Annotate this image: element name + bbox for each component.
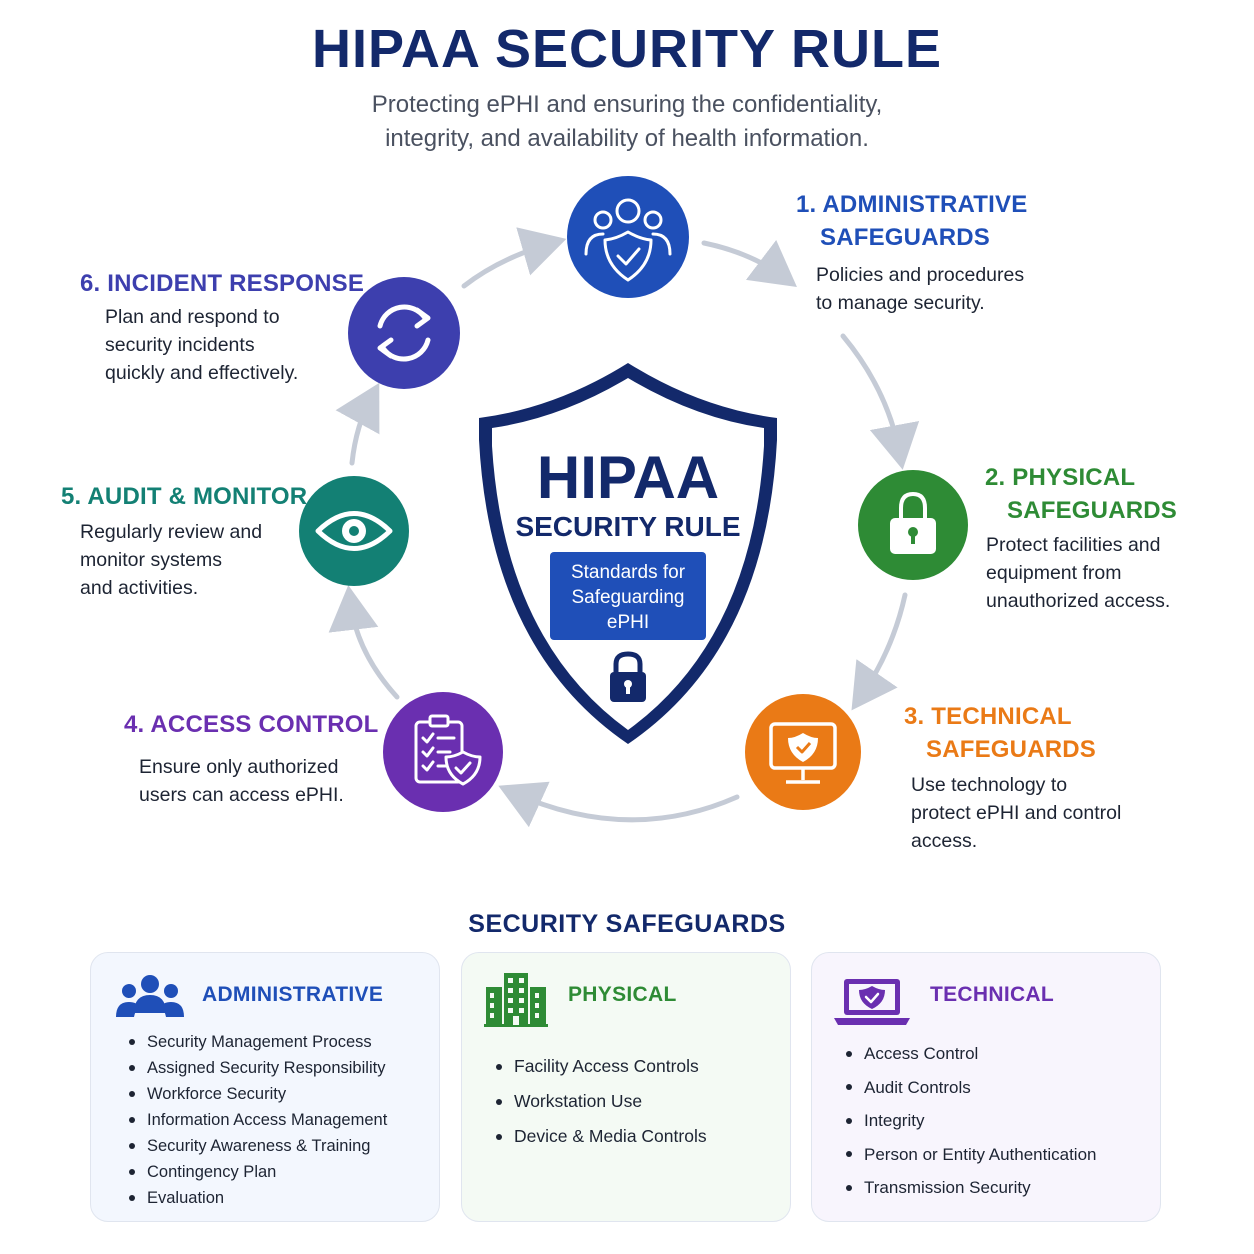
list-item: Device & Media Controls [496, 1119, 707, 1154]
node-desc-administrative [816, 261, 1024, 317]
list-item: Security Awareness & Training [129, 1133, 387, 1159]
node-title-access-control [124, 708, 379, 741]
list-item: Assigned Security Responsibility [129, 1055, 387, 1081]
node-title-line: 1. ADMINISTRATIVE [796, 191, 1028, 218]
node-title-line: SAFEGUARDS [926, 736, 1097, 763]
section-title: SECURITY SAFEGUARDS [468, 910, 786, 938]
node-title-line: 6. INCIDENT RESPONSE [80, 270, 365, 297]
list-item: Security Management Process [129, 1029, 387, 1055]
node-desc-access-control [139, 753, 344, 809]
list-item: Information Access Management [129, 1107, 387, 1133]
node-desc-physical [986, 531, 1170, 615]
node-access-control [383, 692, 503, 812]
cycle-arrow [512, 792, 737, 820]
card-item-list [846, 1037, 1096, 1205]
users-group-icon [115, 973, 185, 1023]
list-item: Workforce Security [129, 1081, 387, 1107]
cycle-arrow [843, 336, 900, 455]
node-desc-line: and activities. [80, 577, 199, 599]
subtitle-line: integrity, and availability of health information. [385, 125, 869, 152]
node-desc-line: users can access ePHI. [139, 784, 344, 806]
cycle-arrow [464, 243, 552, 286]
shield-badge-line: Safeguarding [571, 587, 685, 608]
node-desc-line: unauthorized access. [986, 590, 1171, 612]
node-desc-line: Regularly review and [80, 521, 263, 543]
building-icon [484, 971, 548, 1027]
node-desc-incident-response [105, 303, 298, 387]
list-item: Transmission Security [846, 1171, 1096, 1205]
cycle-arrow [860, 595, 905, 698]
shield-badge-line: ePHI [606, 612, 650, 633]
list-item: Access Control [846, 1037, 1096, 1071]
node-desc-line: protect ePHI and control [911, 802, 1122, 824]
card-title: ADMINISTRATIVE [202, 983, 384, 1006]
node-physical [858, 470, 968, 580]
node-desc-line: equipment from [986, 562, 1122, 584]
node-title-line: 2. PHYSICAL [985, 464, 1136, 491]
node-desc-line: to manage security. [816, 292, 985, 314]
node-title-administrative [796, 188, 1027, 254]
node-desc-line: Ensure only authorized [139, 756, 339, 778]
list-item: Audit Controls [846, 1071, 1096, 1105]
node-title-physical [985, 461, 1177, 527]
list-item: Person or Entity Authentication [846, 1138, 1096, 1172]
node-title-line: 3. TECHNICAL [904, 703, 1072, 730]
card-item-list [496, 1049, 707, 1154]
card-physical [461, 952, 791, 1222]
node-desc-line: Use technology to [911, 774, 1068, 796]
list-item: Contingency Plan [129, 1159, 387, 1185]
node-desc-technical [911, 771, 1121, 855]
shield-subtitle: SECURITY RULE [515, 511, 741, 542]
node-title-line: 5. AUDIT & MONITOR [61, 483, 308, 510]
shield-badge-line: Standards for [570, 562, 686, 583]
list-item: Integrity [846, 1104, 1096, 1138]
laptop-shield-icon [834, 977, 910, 1027]
cycle-arrow [352, 396, 372, 463]
node-desc-line: monitor systems [80, 549, 222, 571]
node-desc-line: Policies and procedures [816, 264, 1025, 286]
central-shield [479, 363, 777, 744]
node-title-technical [904, 700, 1096, 766]
node-title-line: SAFEGUARDS [1007, 497, 1178, 524]
node-title-audit-monitor [61, 480, 307, 513]
node-technical [745, 694, 861, 810]
list-item: Evaluation [129, 1185, 387, 1211]
cycle-arrow [350, 600, 397, 697]
card-administrative [90, 952, 440, 1222]
node-desc-line: Plan and respond to [105, 306, 280, 328]
node-title-incident-response [80, 267, 364, 300]
node-desc-line: quickly and effectively. [105, 362, 299, 384]
node-desc-line: security incidents [105, 334, 255, 356]
card-item-list [129, 1029, 387, 1211]
node-audit-monitor [299, 476, 409, 586]
card-technical [811, 952, 1161, 1222]
card-title: TECHNICAL [930, 983, 1055, 1006]
subtitle-line: Protecting ePHI and ensuring the confidentiality, [371, 91, 883, 118]
shield-title: HIPAA [536, 444, 720, 511]
node-desc-line: access. [911, 830, 978, 852]
node-incident-response [348, 277, 460, 389]
list-item: Workstation Use [496, 1084, 707, 1119]
node-title-line: 4. ACCESS CONTROL [124, 711, 379, 738]
node-administrative [567, 176, 689, 298]
node-title-line: SAFEGUARDS [820, 224, 991, 251]
page-title: HIPAA SECURITY RULE [311, 19, 943, 79]
node-desc-audit-monitor [80, 518, 262, 602]
cycle-arrow [704, 243, 785, 278]
card-title: PHYSICAL [568, 983, 677, 1006]
node-desc-line: Protect facilities and [986, 534, 1161, 556]
list-item: Facility Access Controls [496, 1049, 707, 1084]
